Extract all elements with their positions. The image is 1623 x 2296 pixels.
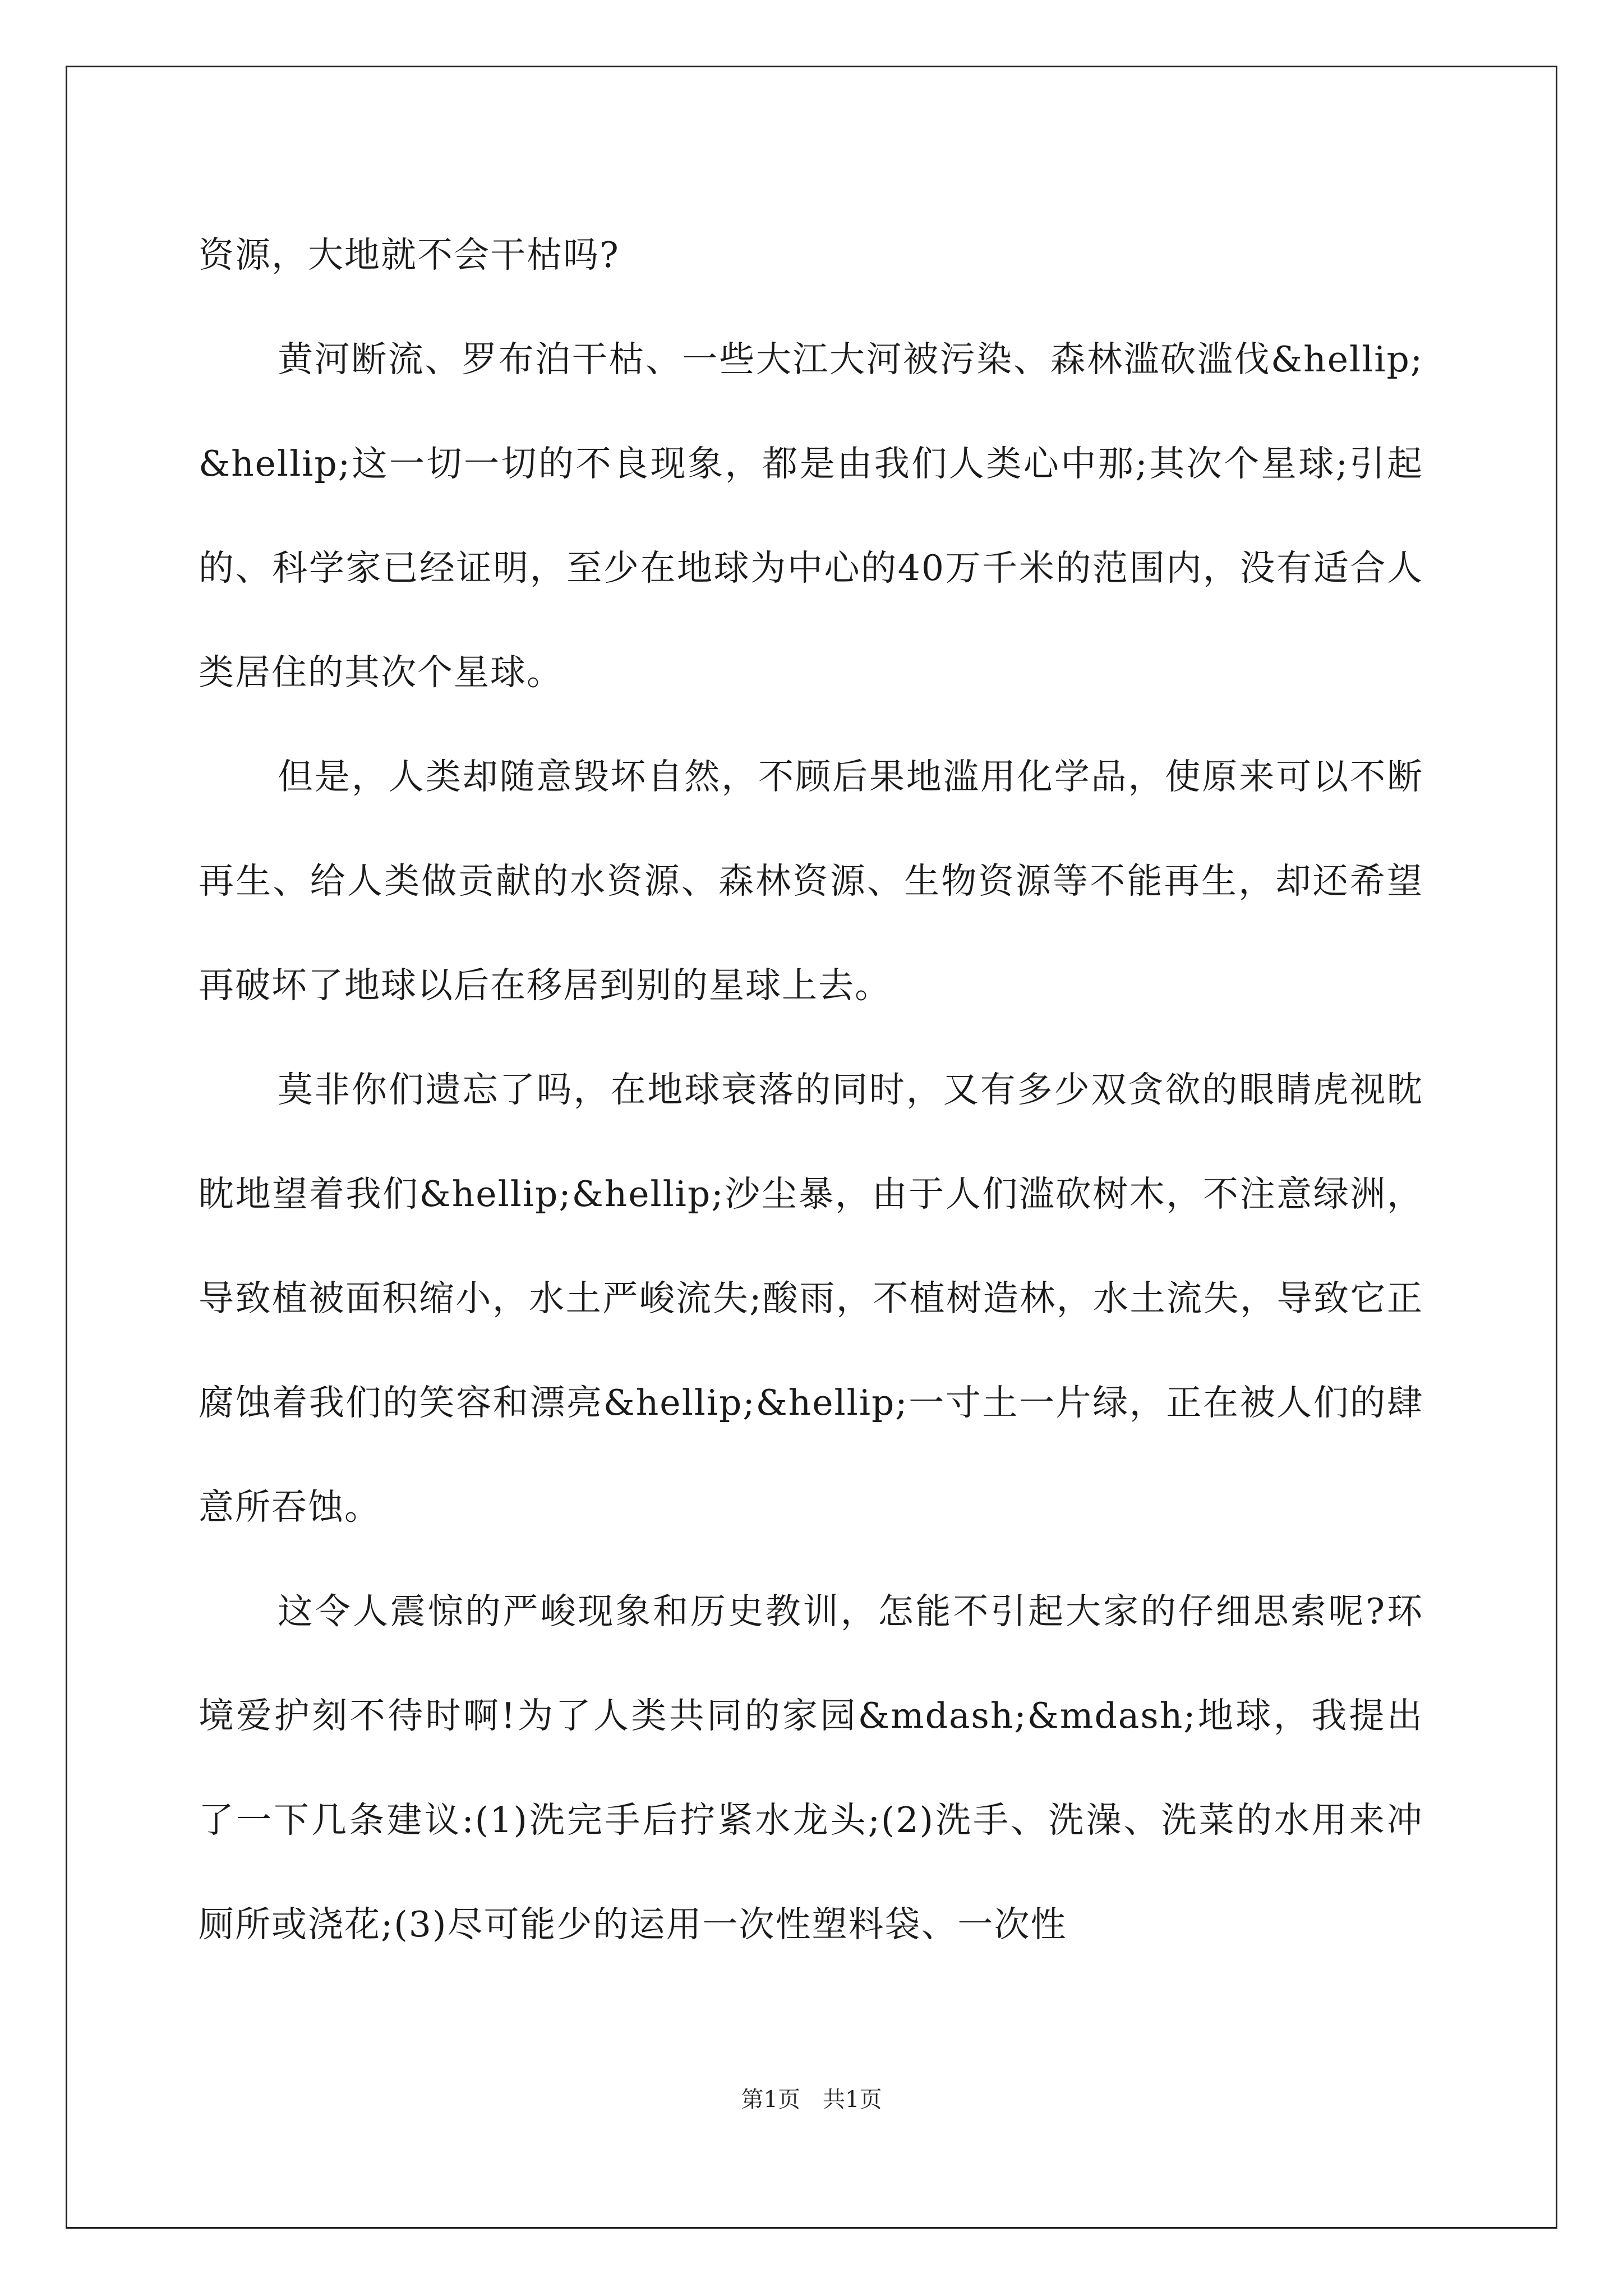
paragraph: 这令人震惊的严峻现象和历史教训，怎能不引起大家的仔细思索呢?环境爱护刻不待时啊!为了人类共同的家园&mdash;&mdash;地球，我提出了一下几条建议:(1)洗完手后拧紧水龙头;(2)洗手、洗澡、洗菜的水用来冲厕所或浇花;(3)尽可能少的运用一次性塑料袋、一次性 (199, 1591, 1423, 1945)
paragraph: 黄河断流、罗布泊干枯、一些大江大河被污染、森林滥砍滥伐&hellip;&hellip;这一切一切的不良现象，都是由我们人类心中那;其次个星球;引起的、科学家已经证明，至少在地球为中心的40万千米的范围内，没有适合人类居住的其次个星球。 (199, 339, 1423, 693)
paragraph: 莫非你们遗忘了吗，在地球衰落的同时，又有多少双贪欲的眼睛虎视眈眈地望着我们&hellip;&hellip;沙尘暴，由于人们滥砍树木，不注意绿洲，导致植被面积缩小，水土严峻流失;酸雨，不植树造林，水土流失，导致它正腐蚀着我们的笑容和漂亮&hellip;&hellip;一寸土一片绿，正在被人们的肆意所吞蚀。 (199, 1069, 1423, 1527)
document-body (199, 203, 1423, 1977)
paragraph: 但是，人类却随意毁坏自然，不顾后果地滥用化学品，使原来可以不断再生、给人类做贡献的水资源、森林资源、生物资源等不能再生，却还希望再破坏了地球以后在移居到别的星球上去。 (199, 756, 1423, 1006)
paragraph-continuation: 资源，大地就不会干枯吗? (199, 234, 620, 275)
page-number-footer: 第1页 共1页 (741, 2087, 882, 2113)
